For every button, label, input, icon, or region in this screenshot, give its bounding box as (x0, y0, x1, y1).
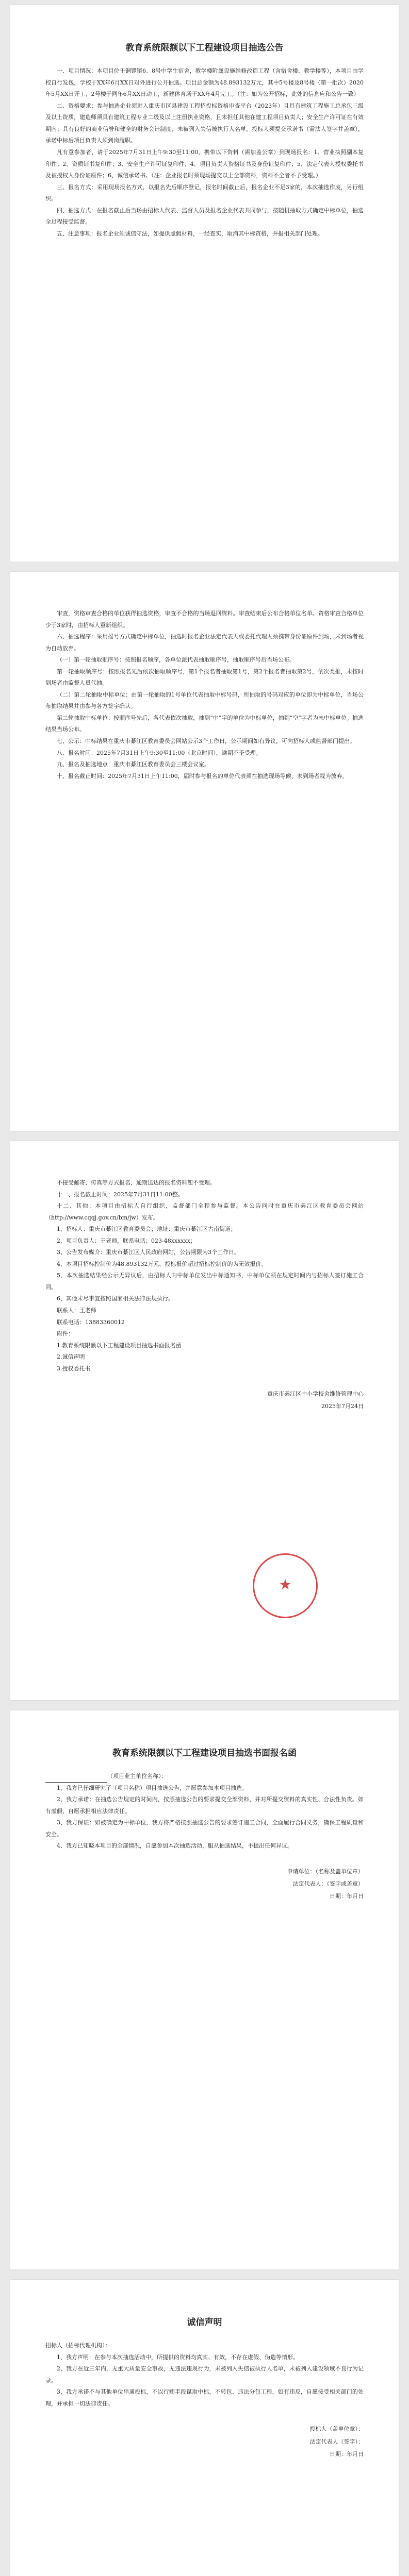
attachment-1: 1.教育系统限额以下工程建设项目抽选书面报名函 (57, 1342, 182, 1349)
contact-label: 联系人： (57, 1307, 79, 1314)
paragraph: 2、我方承诺：在抽选公告规定的时间内，按照抽选公告的要求提交全部资料，并对所提交资料的真实性、合法性负责。如有虚假，自愿承担相应法律责任。 (45, 1796, 364, 1815)
paragraph: 1、我方已仔细研究了（项目名称）项目抽选公告，并愿意参加本项目抽选。 (57, 1784, 248, 1791)
phone-number: 13883360012 (85, 1318, 125, 1326)
paragraph: 1、招标人：重庆市綦江区教育委员会；地址：重庆市綦江区古南街道； (57, 1226, 236, 1233)
attach-label: 附件： (57, 1330, 74, 1337)
paragraph: 1、我方声明：在参与本次抽选活动中，所提供的资料均真实、有效，不存在虚假、伪造等情形。 (57, 2353, 299, 2361)
issuer-name: 重庆市綦江区中小学校舍维修管理中心 (267, 1391, 364, 1398)
paragraph: 审查，资格审查合格的单位获得抽选资格，审查不合格的当场退回资料。审查结束后公布合格单位名单。资格审查合格单位少于3家时，由招标人重新组织。 (45, 610, 364, 629)
issue-date: 2025年7月24日 (321, 1403, 364, 1410)
applicant-signature-block (45, 1866, 364, 1903)
legal-representative: 法定代表人：（签字或盖章） (292, 1880, 364, 1888)
integrity-statement-title: 诚信声明 (187, 2317, 222, 2328)
bidder-signature-block (45, 2423, 364, 2461)
section-notes: 五、注意事项：报名企业须诚信守法，如提供虚假材料，一经查实，取消其中标资格，并报相关部门处理。 (57, 230, 323, 237)
legal-representative: 法定代表人（签字）： (309, 2438, 364, 2445)
paragraph: 第一轮抽取顺序号：按照报名先后依次抽取顺序号，第1个报名者抽取第1号，第2个报名者抽取第2号，依次类推，未按时到场者由监督人员代抽。 (45, 668, 364, 687)
page-1 (10, 5, 399, 562)
attachment-3: 3.授权委托书 (57, 1365, 91, 1372)
section-selection-method: 四、抽选方式：在报名截止后当场由招标人代表、监督人员及报名企业代表共同参与，按随机抽取方式确定中标单位，抽选全过程接受监督。 (45, 207, 364, 226)
paragraph: 3、我方保证：如被确定为中标单位，我方将严格按照抽选公告的要求签订施工合同，全面履行合同义务，确保工程质量和安全。 (45, 1819, 364, 1838)
paragraph: 4、本项目招标控制价为48.893132万元，投标报价超过招标控制价的为无效报价。 (57, 1260, 267, 1267)
bidder-unit: 投标人（盖单位章）： (309, 2426, 364, 2433)
integrity-recipient: 招标人（招标代理机构）： (45, 2342, 111, 2349)
sign-date: 日期：年月日 (330, 2450, 364, 2458)
paragraph: 2、项目负责人：王老师，联系电话：023-48xxxxxx； (57, 1237, 196, 1244)
sign-date: 日期：年月日 (330, 1893, 364, 1900)
paragraph: 八、报名时间：2025年7月31日上午9:30至11:00（北京时间），逾期不予受理。 (57, 749, 261, 756)
paragraph: 十一、报名截止时间：2025年7月31日11:00整。 (57, 1191, 184, 1198)
contact-name: 王老师 (79, 1307, 96, 1314)
applicant-unit: 申请单位：（名称及盖单位章） (287, 1868, 364, 1875)
recipient-label: （项目业主单位名称）： (107, 1773, 167, 1780)
paragraph: 七、公示：中标结果在重庆市綦江区教育委员会网站公示3个工作日，公示期间如有异议，可向招标人或监督部门提出。 (57, 738, 355, 745)
paragraph: 六、抽选程序：采用摇号方式确定中标单位，抽选时报名企业法定代表人或委托代理人须携带身份证原件到场，未到场者视为自动放弃。 (45, 633, 364, 652)
paragraph: 3、我方承诺不与其他单位串通投标，不以行贿手段谋取中标，不转包、违法分包工程，如有违反，自愿接受相关部门的处理，并承担一切法律责任。 (45, 2388, 364, 2407)
paragraph: 3、公告发布媒介：重庆市綦江区人民政府网站，公告期限为3个工作日。 (57, 1249, 240, 1256)
section-registration-materials: 凡有意参加者，请于2025年7月31日上午9:30至11:00，携带以下资料（需加盖公章）到现场报名：1、营业执照副本复印件；2、资质证书复印件；3、安全生产许可证复印件；4、项目负责人资格证书及身份证复印件；5、法定代表人授权委托书及被授权人身份证原件；6、诚信承诺书。（注：企业报名时须现场提交以上全部资料，资料不全者不予受理。） (45, 149, 364, 179)
page-2 (10, 572, 399, 1131)
announcement-title: 教育系统限额以下工程建设项目抽选公告 (125, 43, 284, 53)
page-5 (10, 2280, 399, 2576)
contact-line (45, 1305, 364, 1317)
section-registration-method: 三、报名方式：采用现场报名方式，以报名先后顺序登记，报名时间截止后，报名企业不足3家的，本次抽选作废，另行组织。 (45, 183, 364, 202)
seal-star-icon: ★ (279, 1576, 292, 1593)
paragraph: 十、报名截止时间：2025年7月31日上午11:00，届时参与报名的单位代表须在抽选现场等候，未到场者视为放弃。 (57, 772, 348, 779)
paragraph: 十二、其他：本项目由招标人自行组织，监督部门全程参与监督。本公告同时在重庆市綦江区教育委员会网站（http://www.cqqj.gov.cn/bm/jw）发布。 (45, 1202, 364, 1221)
paragraph: 2、我方在近三年内，无重大质量安全事故，无违法违规行为，未被列入失信被执行人名单，未被列入建设领域不良行为记录。 (45, 2365, 364, 2384)
section-project-info: 一、项目情况：本项目位于铜锣镇6、8号中学生宿舍，教学楼附属设施维修改造工程（含宿舍楼、教学楼等），本项目由学校自行发包，学校于XX年6月XX日对外进行公开抽选。项目总金额为48.893132万元，其中5号楼及8号楼（第一批次）2020年5月XX日开工；2号楼于同年6月XX日动工，新建体育场于XX年4月完工。（注：如为公开招标，此处的信息应和公告一致） (45, 67, 364, 98)
registration-letter-title: 教育系统限额以下工程建设项目抽选书面报名函 (112, 1748, 297, 1758)
official-seal (253, 1553, 318, 1618)
paragraph: 第二轮抽取中标单位：按顺序号先后，各代表依次抽取，抽到“中”字的单位为中标单位，抽到“空”字者为未中标单位。抽选结果当场公布。 (45, 714, 364, 733)
page-3 (10, 1141, 399, 1700)
attachment-2: 2.诚信声明 (57, 1353, 85, 1361)
issuer-block (45, 1388, 364, 1413)
paragraph: 4、我方已知晓本项目的全部情况，自愿参加本次抽选活动，服从抽选结果，不提出任何异议。 (57, 1842, 293, 1850)
paragraph: （二）第二轮抽取中标单位：由第一轮抽取的1号单位代表抽取中标号码，所抽取的号码对应的单位即为中标单位，当场公布抽取结果并由参与各方签字确认。 (45, 691, 364, 710)
paragraph: 九、报名及抽选地点：重庆市綦江区教育委员会三楼会议室。 (57, 761, 210, 768)
paragraph: 6、其他未尽事宜按照国家相关法律法规执行。 (57, 1295, 174, 1302)
recipient-fill-line[interactable] (45, 1775, 107, 1783)
phone-label: 联系电话： (57, 1318, 85, 1326)
paragraph: 5、本次抽选结果经公示无异议后，由招标人向中标单位发出中标通知书，中标单位须在规定时间内与招标人签订施工合同。 (45, 1272, 364, 1291)
page-4 (10, 1710, 399, 2269)
paragraph: （一）第一轮抽取顺序号：按照报名顺序，各单位派代表抽取顺序号，抽取顺序号后当场公布。 (57, 656, 295, 664)
paragraph: 不接受邮寄、传真等方式报名，逾期送达的报名资料恕不受理。 (57, 1179, 216, 1186)
section-qualification: 二、资格要求：参与抽选企业须进入重庆市区县建设工程招投标资格审查平台（2023年）且具有建筑工程施工总承包三级及以上资质，建造师须具有建筑工程专业二级及以上注册执业资格，且未担任其他在建工程项目负责人；安全生产许可证在有效期内；具有良好的商业信誉和健全的财务会计制度；未被列入失信被执行人名单。投标人须提交承诺书（需法人签字并盖章），承诺中标后项目负责人须到岗履职。 (45, 102, 364, 144)
phone-line (45, 1317, 364, 1329)
